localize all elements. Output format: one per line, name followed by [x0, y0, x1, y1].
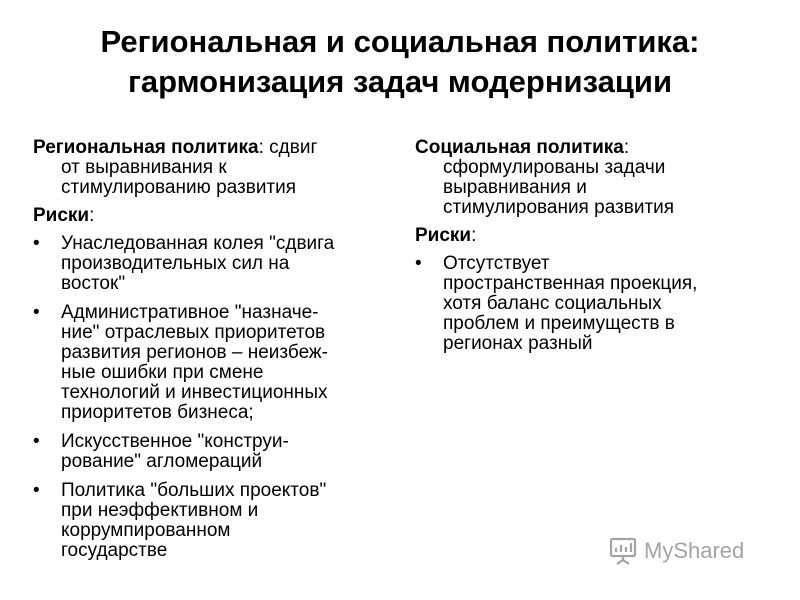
bullet-icon: • — [33, 302, 40, 323]
watermark-text: MyShared — [644, 538, 745, 563]
left-intro-line2: от выравнивания к — [61, 157, 227, 178]
left-risks-heading — [33, 206, 393, 226]
bullet-line: пространственная проекция, — [443, 273, 698, 294]
right-risks-colon: : — [471, 225, 477, 246]
presentation-board-icon — [608, 536, 638, 566]
right-intro — [415, 138, 770, 218]
bullet-line: хотя баланс социальных — [443, 293, 662, 314]
right-intro-rest: : — [623, 137, 630, 158]
list-item — [33, 303, 393, 423]
bullet-line: коррумпированном — [61, 520, 231, 541]
right-risks-label: Риски — [415, 225, 472, 246]
bullet-line: восток" — [61, 273, 126, 294]
list-item — [415, 254, 770, 354]
right-column — [415, 138, 770, 363]
list-item — [33, 481, 393, 561]
right-risks-list — [415, 254, 770, 354]
bullet-line: рование" агломераций — [61, 451, 263, 472]
left-intro-heading: Региональная политика — [33, 137, 259, 158]
bullet-line: производительных сил на — [61, 253, 290, 274]
title-line-2: гармонизация задач модернизации — [127, 64, 673, 99]
left-risks-list — [33, 234, 393, 561]
bullet-line: Административное "назначе- — [61, 302, 319, 323]
list-item — [33, 234, 393, 294]
watermark — [608, 536, 744, 566]
bullet-icon: • — [33, 233, 40, 254]
left-intro-rest: : сдвиг — [258, 137, 318, 158]
bullet-line: ные ошибки при смене — [61, 362, 264, 383]
bullet-line: Искусственное "конструи- — [61, 431, 289, 452]
bullet-line: Унаследованная колея "сдвига — [61, 233, 335, 254]
right-intro-heading: Социальная политика — [415, 137, 624, 158]
bullet-line: проблем и преимуществ в — [443, 313, 675, 334]
bullet-line: технологий и инвестиционных — [61, 382, 328, 403]
left-intro — [33, 138, 393, 198]
bullet-line: развития регионов – неизбеж- — [61, 342, 328, 363]
bullet-icon: • — [33, 480, 40, 501]
title-line-1: Региональная и социальная политика: — [100, 24, 700, 59]
slide-title — [0, 22, 800, 102]
right-intro-line4: стимулирования развития — [443, 197, 675, 218]
bullet-line: Отсутствует — [443, 253, 550, 274]
left-risks-colon: : — [89, 205, 95, 226]
right-intro-line2: сформулированы задачи — [443, 157, 666, 178]
bullet-line: государстве — [61, 540, 168, 561]
bullet-line: Политика "больших проектов" — [61, 480, 327, 501]
bullet-line: регионах разный — [443, 333, 593, 354]
right-risks-heading — [415, 226, 770, 246]
left-risks-label: Риски — [33, 205, 90, 226]
bullet-icon: • — [415, 253, 422, 274]
bullet-icon: • — [33, 431, 40, 452]
right-intro-line3: выравнивания и — [443, 177, 587, 198]
bullet-line: ние" отраслевых приоритетов — [61, 322, 326, 343]
list-item — [33, 432, 393, 472]
bullet-line: при неэффективном и — [61, 500, 259, 521]
bullet-line: приоритетов бизнеса; — [61, 402, 254, 423]
left-column — [33, 138, 393, 570]
left-intro-line3: стимулированию развития — [61, 177, 297, 198]
